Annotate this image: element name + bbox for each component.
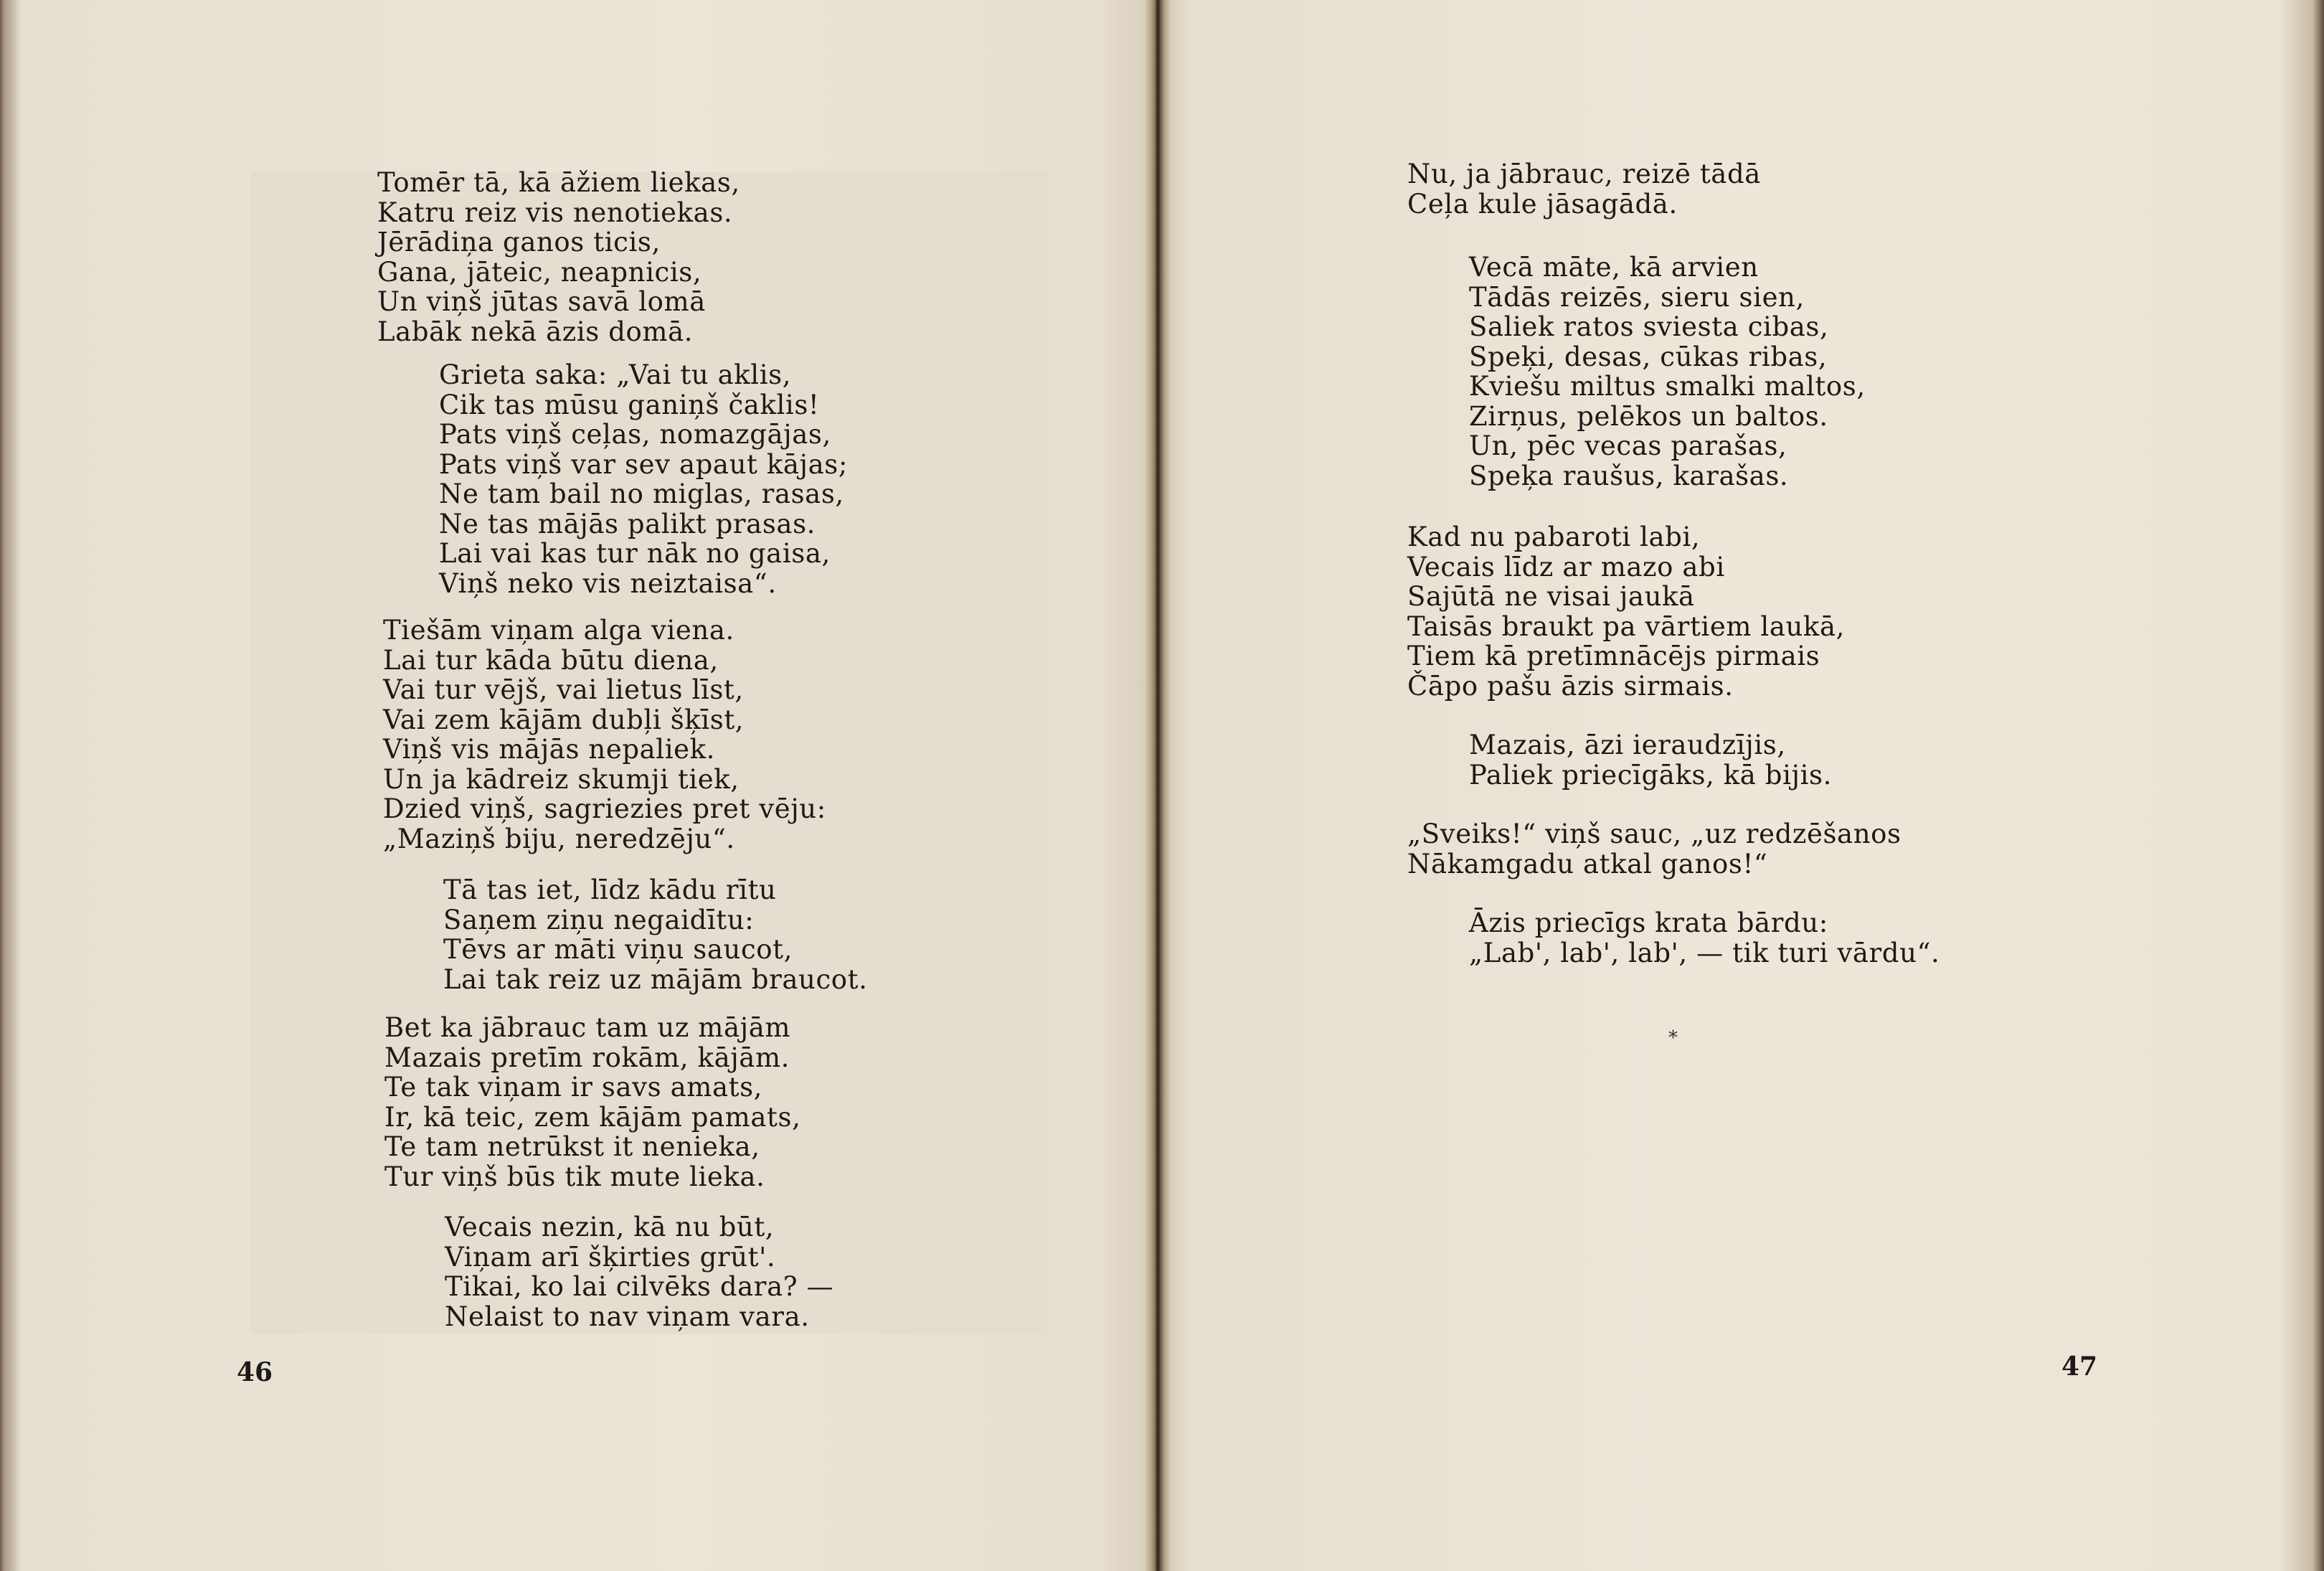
- poem-line: Paliek priecīgāks, kā bijis.: [1469, 759, 1832, 791]
- poem-line: Mazais, āzi ieraudzījis,: [1469, 730, 1786, 760]
- poem-line: Un viņš jūtas savā lomā: [377, 286, 706, 317]
- stanza-r3: [1407, 522, 1845, 701]
- poem-line: Kad nu pabaroti labi,: [1407, 522, 1701, 552]
- poem-line: Te tak viņam ir savs amats,: [384, 1072, 763, 1103]
- poem-line: Tādās reizēs, sieru sien,: [1469, 281, 1805, 313]
- poem-line: Speķa raušus, karašas.: [1469, 460, 1789, 491]
- poem-line: Ir, kā teic, zem kājām pamats,: [384, 1101, 801, 1133]
- poem-line: Viņam arī šķirties grūt'.: [445, 1241, 776, 1273]
- poem-line: Taisās braukt pa vārtiem laukā,: [1407, 610, 1845, 642]
- poem-line: Vai tur vējš, vai lietus līst,: [383, 674, 744, 705]
- stanza-r6: [1469, 908, 1940, 968]
- poem-line: Ne tam bail no miglas, rasas,: [439, 478, 844, 509]
- poem-line: Labāk nekā āzis domā.: [377, 316, 694, 347]
- poem-line: Gana, jāteic, neapnicis,: [377, 256, 702, 288]
- stanza-l4: [443, 875, 868, 994]
- poem-line: Jērādiņa ganos ticis,: [377, 227, 661, 258]
- poem-line: Sajūtā ne visai jaukā: [1407, 581, 1695, 612]
- stanza-l2: [439, 360, 848, 598]
- poem-line: „Maziņš biju, neredzēju“.: [383, 823, 735, 854]
- stanza-l3: [383, 615, 826, 854]
- poem-line: „Sveiks!“ viņš sauc, „uz redzēšanos: [1407, 818, 1902, 849]
- poem-line: Tomēr tā, kā āžiem liekas,: [377, 167, 740, 198]
- stanza-r1: [1407, 159, 1761, 219]
- poem-line: Nu, ja jābrauc, reizē tādā: [1407, 159, 1761, 189]
- poem-line: Lai tur kāda būtu diena,: [383, 644, 719, 676]
- poem-line: Un ja kādreiz skumji tiek,: [383, 763, 740, 795]
- poem-line: Bet ka jābrauc tam uz mājām: [384, 1012, 791, 1043]
- poem-line: Ceļa kule jāsagādā.: [1407, 188, 1678, 220]
- poem-line: Katru reiz vis nenotiekas.: [377, 197, 733, 228]
- poem-line: Āzis priecīgs krata bārdu:: [1469, 907, 1828, 938]
- left-page: [0, 0, 1158, 1571]
- stanza-l5: [384, 1013, 800, 1192]
- poem-line: Speķi, desas, cūkas ribas,: [1469, 341, 1828, 372]
- poem-line: Pats viņš var sev apaut kājas;: [439, 448, 848, 480]
- page-number-left: 46: [237, 1357, 273, 1387]
- page-number-right: 47: [2061, 1351, 2098, 1382]
- book-gutter: [1145, 0, 1171, 1571]
- poem-line: Vecais līdz ar mazo abi: [1407, 551, 1725, 582]
- stanza-r2: [1469, 253, 1866, 491]
- asterisk-ornament: *: [1668, 1027, 1678, 1049]
- poem-line: Lai tak reiz uz mājām braucot.: [443, 963, 868, 995]
- poem-line: Tiešām viņam alga viena.: [383, 615, 734, 646]
- poem-line: Tēvs ar māti viņu saucot,: [443, 934, 793, 965]
- poem-line: Nelaist to nav viņam vara.: [445, 1301, 810, 1332]
- poem-line: Viņš vis mājās nepaliek.: [383, 734, 716, 765]
- poem-line: Vecā māte, kā arvien: [1469, 252, 1759, 283]
- poem-line: Vecais nezin, kā nu būt,: [445, 1212, 775, 1242]
- poem-line: Tikai, ko lai cilvēks dara? —: [445, 1271, 834, 1302]
- poem-line: Lai vai kas tur nāk no gaisa,: [439, 538, 831, 569]
- poem-line: Kviešu miltus smalki maltos,: [1469, 371, 1866, 402]
- stanza-r4: [1469, 730, 1832, 790]
- stanza-l6: [445, 1212, 833, 1331]
- poem-line: Vai zem kājām dubļi šķīst,: [383, 704, 745, 735]
- poem-line: Čāpo pašu āzis sirmais.: [1407, 670, 1734, 702]
- poem-line: Zirņus, pelēkos un baltos.: [1469, 400, 1828, 432]
- poem-line: Cik tas mūsu ganiņš čaklis!: [439, 389, 820, 420]
- poem-line: Tiem kā pretīmnācējs pirmais: [1407, 641, 1820, 671]
- poem-line: Te tam netrūkst it nenieka,: [384, 1131, 760, 1162]
- poem-line: Nākamgadu atkal ganos!“: [1407, 848, 1768, 879]
- poem-line: Viņš neko vis neiztaisa“.: [439, 567, 777, 599]
- stanza-l1: [377, 168, 740, 346]
- poem-line: Mazais pretīm rokām, kājām.: [384, 1042, 790, 1073]
- stanza-r5: [1407, 819, 1902, 879]
- poem-line: „Lab', lab', lab', — tik turi vārdu“.: [1469, 937, 1940, 968]
- poem-line: Tā tas iet, līdz kādu rītu: [443, 874, 777, 905]
- poem-line: Grieta saka: „Vai tu aklis,: [439, 359, 792, 390]
- poem-line: Ne tas mājās palikt prasas.: [439, 508, 816, 539]
- right-page: [1162, 0, 2324, 1571]
- poem-line: Tur viņš būs tik mute lieka.: [384, 1161, 765, 1192]
- poem-line: Saliek ratos sviesta cibas,: [1469, 311, 1829, 342]
- poem-line: Pats viņš ceļas, nomazgājas,: [439, 419, 831, 450]
- poem-line: Un, pēc vecas parašas,: [1469, 430, 1787, 461]
- poem-line: Dzied viņš, sagriezies pret vēju:: [383, 793, 826, 824]
- poem-line: Saņem ziņu negaidītu:: [443, 904, 755, 935]
